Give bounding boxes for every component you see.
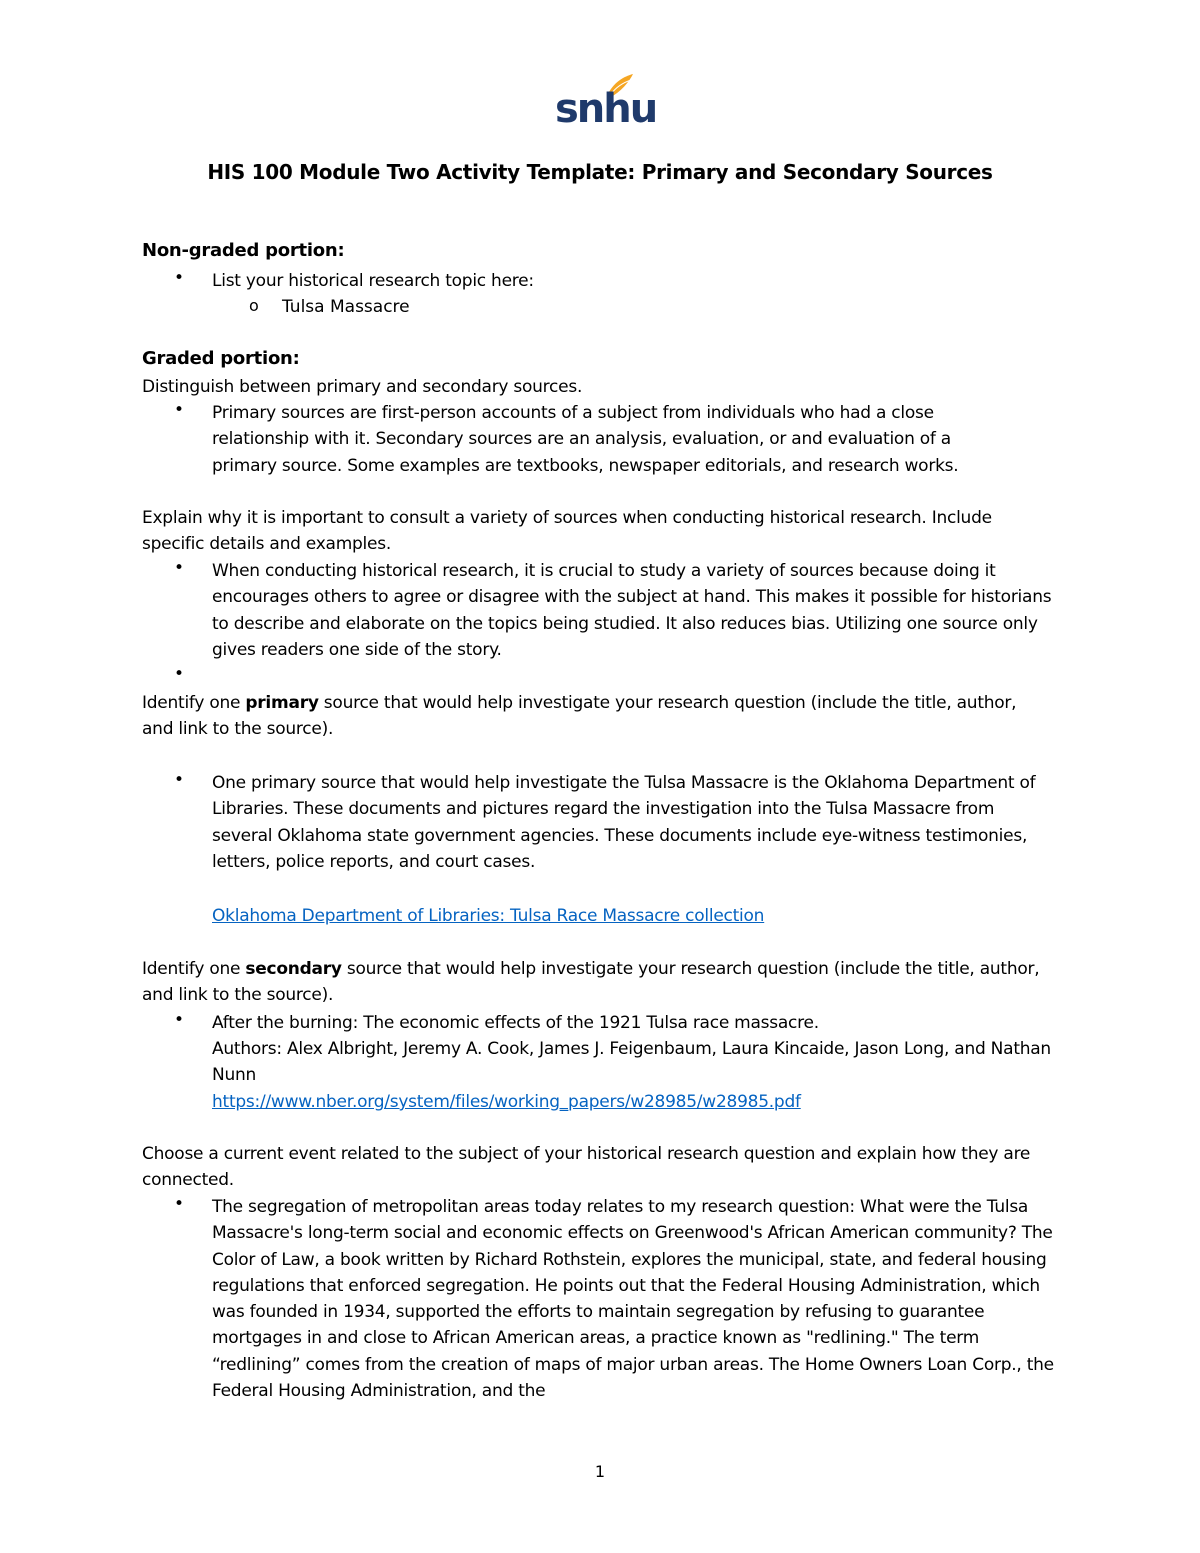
question-2: Explain why it is important to consult a variety of sources when conducting historical research. Include specific details and examples. <box>142 508 992 555</box>
bullet: • <box>174 558 185 578</box>
answer-5: The segregation of metropolitan areas today relates to my research question: What were the Tulsa Massacre's long-term social and economic effects on Greenwood's African American community? The Color of Law, a book written by Richard Rothstein, explores the municipal, state, and federal housing regulations that enforced segregation. He points out that the Federal Housing Administration, which was founded in 1934, supported the efforts to maintain segregation by refusing to guarantee mortgages in and close to African American areas, a practice known as "redlining." The term “redlining” comes from the creation of maps of major urban areas. The Home Owners Loan Corp., the Federal Housing Administration, and the <box>212 1197 1054 1402</box>
question-5: Choose a current event related to the subject of your historical research question and explain how they are connected. <box>142 1144 1031 1191</box>
bullet: • <box>174 1010 185 1030</box>
snhu-logo <box>555 76 657 132</box>
page-number: 1 <box>594 1462 606 1481</box>
sub-bullet: o <box>249 296 259 315</box>
bullet-empty: • <box>174 664 185 684</box>
question-3-bold: primary <box>245 693 319 713</box>
nongraded-item: List your historical research topic here: <box>212 271 534 291</box>
question-4 <box>142 956 1042 1009</box>
answer-3: One primary source that would help investigate the Tulsa Massacre is the Oklahoma Department of Libraries. These documents and pictures regard the investigation into the Tulsa Massacre from several Oklahoma state government agencies. These documents include eye-witness testimonies, letters, police reports, and court cases. <box>212 773 1036 872</box>
question-4-post: source that would help investigate your research question (include the title, author, and link to the source). <box>142 959 1040 1006</box>
logo-wordmark: snhu <box>555 86 657 132</box>
secondary-source-title: After the burning: The economic effects of the 1921 Tulsa race massacre. <box>212 1013 819 1033</box>
question-1: Distinguish between primary and secondary sources. <box>142 377 583 397</box>
question-3-post: source that would help investigate your research question (include the title, author, and link to the source). <box>142 693 1017 740</box>
answer-2: When conducting historical research, it is crucial to study a variety of sources because doing it encourages others to agree or disagree with the subject at hand. This makes it possible for historians to describe and elaborate on the topics being studied. It also reduces bias. Utilizing one source only gives readers one side of the story. <box>212 561 1052 660</box>
primary-source-link[interactable]: Oklahoma Department of Libraries: Tulsa Race Massacre collection <box>212 906 765 926</box>
nongraded-heading: Non-graded portion: <box>142 240 345 261</box>
page-title: HIS 100 Module Two Activity Template: Primary and Secondary Sources <box>207 160 993 184</box>
secondary-source-authors: Authors: Alex Albright, Jeremy A. Cook, James J. Feigenbaum, Laura Kincaide, Jason Long, and Nathan Nunn <box>212 1039 1051 1086</box>
question-4-bold: secondary <box>245 959 342 979</box>
answer-1: Primary sources are first-person accounts of a subject from individuals who had a close relationship with it. Secondary sources are an analysis, evaluation, or and evaluation of a primary source. Some examples are textbooks, newspaper editorials, and research works. <box>212 403 959 476</box>
bullet: • <box>174 770 185 790</box>
bullet: • <box>174 1194 185 1214</box>
question-4-pre: Identify one <box>142 959 246 979</box>
bullet: • <box>174 400 185 420</box>
secondary-source-link[interactable]: https://www.nber.org/system/files/working_papers/w28985/w28985.pdf <box>212 1092 801 1112</box>
graded-heading: Graded portion: <box>142 348 300 369</box>
research-topic: Tulsa Massacre <box>282 297 410 317</box>
question-3 <box>142 690 1022 743</box>
bullet: • <box>174 268 185 288</box>
question-3-pre: Identify one <box>142 693 246 713</box>
